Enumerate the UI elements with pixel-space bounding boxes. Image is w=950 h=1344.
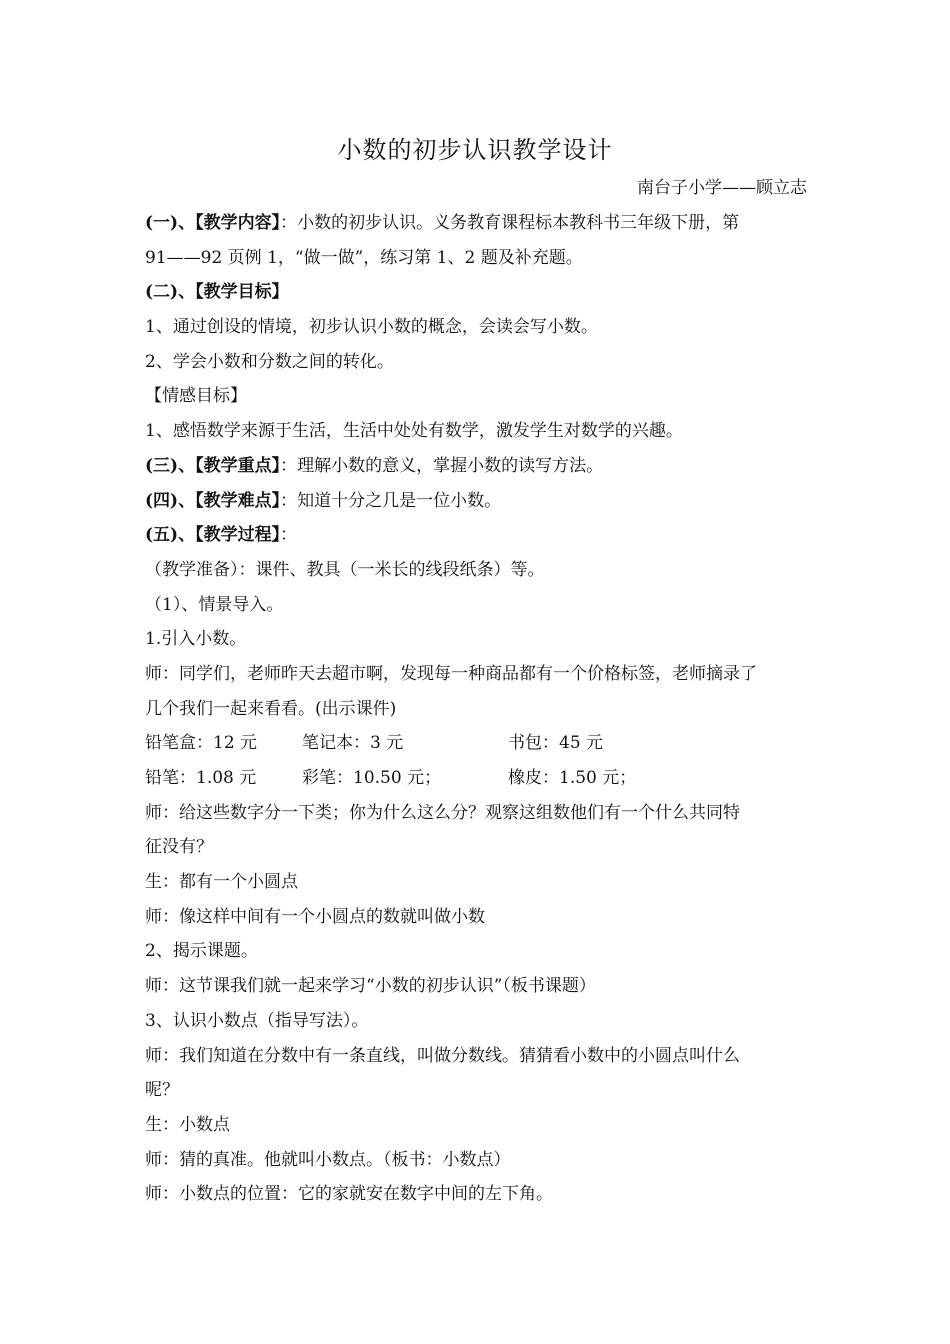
section-line: [145, 449, 810, 484]
paragraph-line: 师：小数点的位置：它的家就安在数字中间的左下角。: [145, 1184, 553, 1205]
document-body: [145, 206, 810, 1212]
paragraph-text: ：理解小数的意义，掌握小数的读写方法。: [280, 455, 604, 476]
paragraph-line: 1、通过创设的情境，初步认识小数的概念，会读会写小数。: [145, 317, 598, 338]
price-item: 彩笔：10.50 元；: [302, 768, 442, 788]
price-item: 铅笔：1.08 元: [145, 768, 257, 788]
paragraph-line: 师：我们知道在分数中有一条直线，叫做分数线。猜猜看小数中的小圆点叫什么: [145, 1045, 740, 1066]
paragraph-line: 2、学会小数和分数之间的转化。: [145, 351, 394, 372]
price-row: [145, 761, 810, 796]
section-heading: (四)、【教学难点】: [145, 490, 281, 511]
section-content-line: [145, 206, 810, 241]
paragraph-text: ：知道十分之几是一位小数。: [280, 490, 502, 511]
paragraph-line: 师：猜的真准。他就叫小数点。（板书：小数点）: [145, 1149, 511, 1170]
paragraph-line: 3、认识小数点（指导写法）。: [145, 1010, 369, 1031]
price-item: 橡皮：1.50 元；: [508, 768, 637, 788]
paragraph-line: 师：给这些数字分一下类；你为什么这么分？观察这组数他们有一个什么共同特: [145, 802, 740, 823]
paragraph-line: 呢？: [145, 1080, 179, 1101]
paragraph-line: 征没有？: [145, 837, 213, 858]
section-line: [145, 518, 810, 553]
paragraph-line: 1.引入小数。: [145, 629, 247, 650]
paragraph-line: （教学准备）：课件、教具（一米长的线段纸条）等。: [145, 559, 545, 580]
section-line: [145, 484, 810, 519]
price-item: 书包：45 元: [508, 733, 604, 754]
paragraph-line: 2、揭示课题。: [145, 941, 258, 962]
section-heading: (五)、【教学过程】: [145, 525, 281, 546]
paragraph-line: 1、感悟数学来源于生活，生活中处处有数学，激发学生对数学的兴趣。: [145, 421, 683, 442]
paragraph-text: ：小数的初步认识。义务教育课程标本教科书三年级下册，第: [280, 213, 740, 233]
paragraph-line: 91——92 页例 1，“做一做”，练习第 1、2 题及补充题。: [145, 247, 583, 268]
author-line: 南台子小学——顾立志: [637, 178, 807, 198]
price-item: 铅笔盒：12 元: [145, 733, 258, 754]
section-heading: (二)、【教学目标】: [145, 282, 289, 303]
section-heading: (三)、【教学重点】: [145, 455, 281, 476]
paragraph-line: 师：像这样中间有一个小圆点的数就叫做小数: [145, 906, 485, 927]
section-heading: (一)、【教学内容】: [145, 213, 281, 233]
paragraph-line: （1）、情景导入。: [145, 594, 284, 615]
paragraph-text: ：: [280, 525, 298, 546]
paragraph-line: 几个我们一起来看看。(出示课件): [145, 698, 397, 719]
price-item: 笔记本：3 元: [302, 733, 404, 754]
paragraph-line: 师：这节课我们就一起来学习“小数的初步认识”（板书课题）: [145, 976, 596, 997]
price-row: [145, 726, 810, 761]
paragraph-line: 生：小数点: [145, 1114, 230, 1135]
paragraph-line: 师：同学们，老师昨天去超市啊，发现每一种商品都有一个价格标签，老师摘录了: [145, 663, 757, 684]
paragraph-line: 生：都有一个小圆点: [145, 872, 298, 893]
document-title: 小数的初步认识教学设计: [337, 136, 613, 164]
section-heading: 【情感目标】: [145, 386, 247, 407]
